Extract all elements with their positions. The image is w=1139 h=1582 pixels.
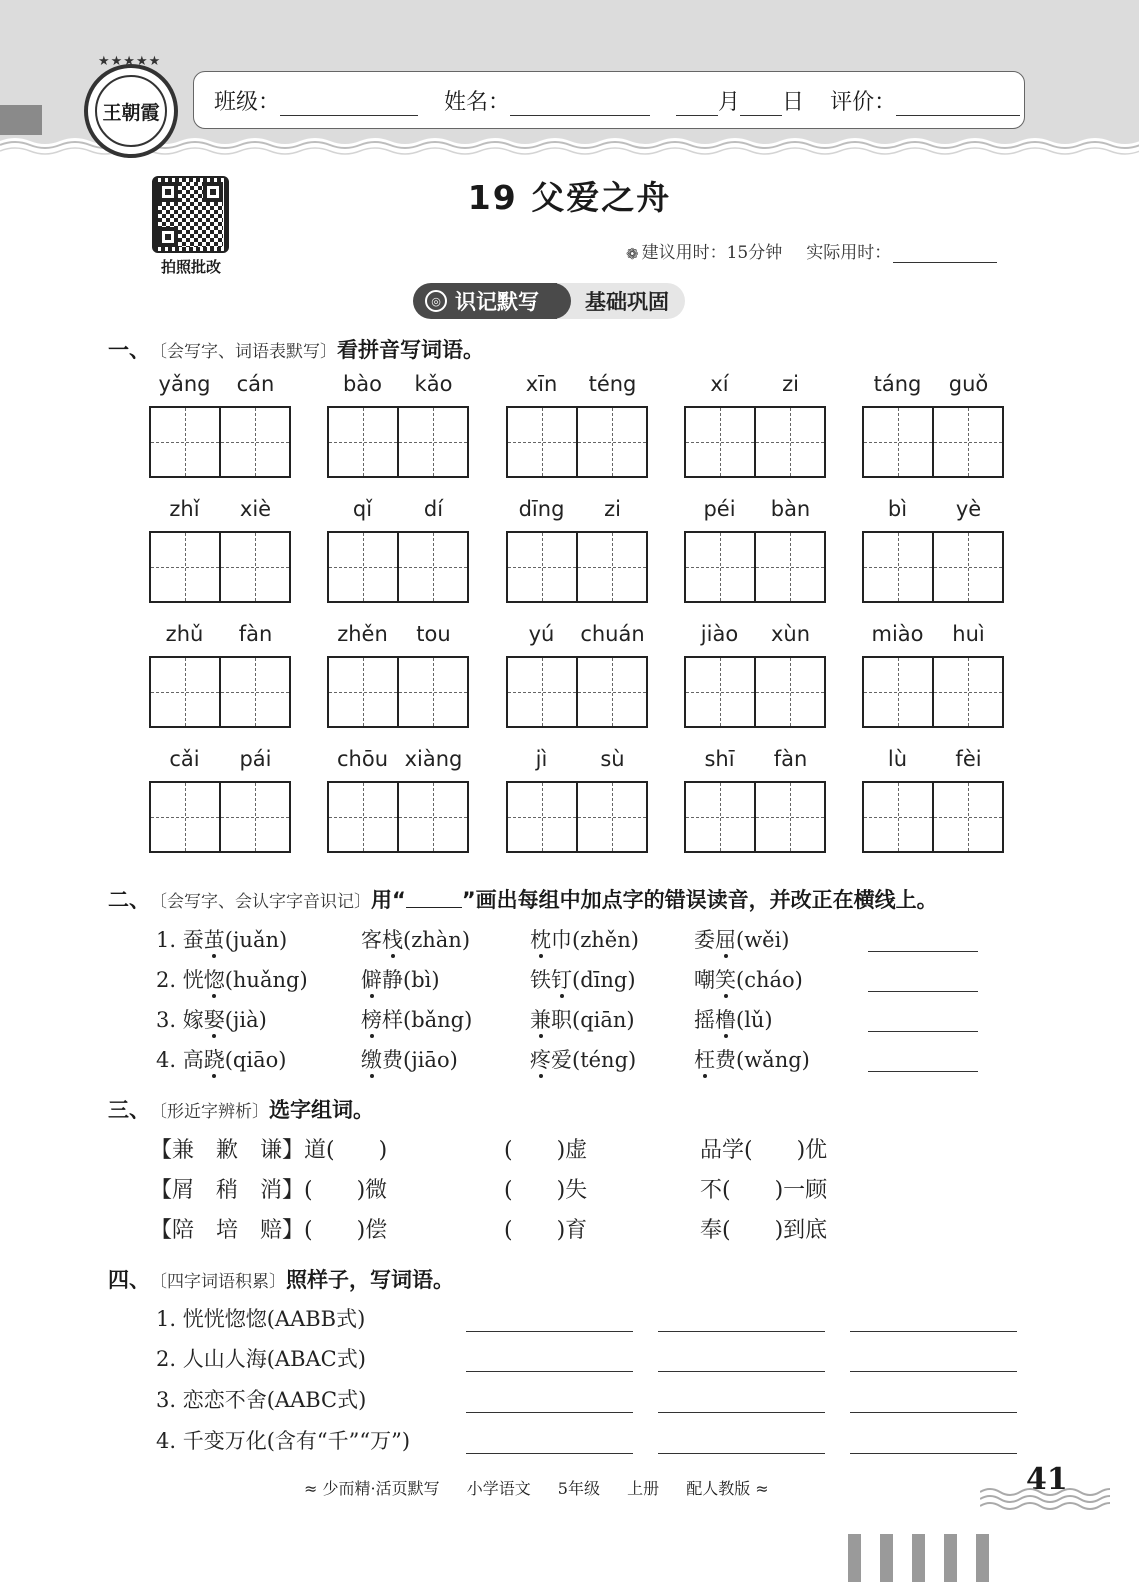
q4-example: 1. 恍恍惚惚(AABB式) bbox=[156, 1307, 366, 1331]
writing-box[interactable] bbox=[686, 533, 754, 601]
pinyin-item bbox=[862, 747, 1004, 853]
writing-box[interactable] bbox=[686, 658, 754, 726]
q4-answer-blank[interactable] bbox=[466, 1331, 633, 1332]
q2-word: 枕巾(zhěn) bbox=[530, 928, 639, 952]
writing-box[interactable] bbox=[686, 783, 754, 851]
pinyin-syllable: fèi bbox=[955, 747, 982, 771]
writing-box[interactable] bbox=[397, 658, 467, 726]
left-edge-tab bbox=[0, 105, 42, 135]
pinyin-syllable: fàn bbox=[238, 622, 273, 646]
pinyin-syllable: zhěn bbox=[337, 622, 388, 646]
pinyin-item bbox=[149, 622, 291, 728]
q4-number: 四、 bbox=[108, 1268, 150, 1292]
writing-boxes bbox=[327, 531, 469, 603]
day-blank[interactable] bbox=[740, 92, 782, 116]
pinyin-syllable: jiào bbox=[700, 622, 739, 646]
q4-answer-blank[interactable] bbox=[850, 1371, 1017, 1372]
writing-box[interactable] bbox=[754, 783, 824, 851]
emphasis-dot-char: 娶 bbox=[203, 1008, 225, 1032]
writing-boxes bbox=[862, 406, 1004, 478]
q2-tag: 〔会写字、会认字字音识记〕 bbox=[150, 891, 371, 912]
q4-answer-blank[interactable] bbox=[466, 1412, 633, 1413]
writing-box[interactable] bbox=[864, 783, 932, 851]
writing-boxes bbox=[327, 781, 469, 853]
name-field[interactable] bbox=[444, 85, 650, 116]
q4-answer-blank[interactable] bbox=[658, 1412, 825, 1413]
class-label: 班级： bbox=[214, 89, 281, 115]
q2-word: 枉费(wǎng) bbox=[694, 1048, 810, 1072]
emphasis-dot-char: 钉 bbox=[551, 968, 572, 992]
pinyin-syllable: chōu bbox=[336, 747, 388, 771]
pinyin-syllable: miào bbox=[871, 622, 924, 646]
q4-answer-blank[interactable] bbox=[850, 1453, 1017, 1454]
emphasis-dot-char: 僻 bbox=[361, 968, 382, 992]
q1-instruction: 看拼音写词语。 bbox=[337, 338, 484, 362]
pinyin-syllable: dīng bbox=[518, 497, 565, 521]
pinyin-syllable: xīn bbox=[525, 372, 558, 396]
writing-box[interactable] bbox=[576, 533, 646, 601]
q2-word: 2. 恍惚(huǎng) bbox=[156, 968, 308, 992]
pinyin-syllable: pái bbox=[239, 747, 272, 771]
footer-series: ≈ 少而精·活页默写 bbox=[304, 1479, 440, 1498]
pinyin-label bbox=[862, 622, 1004, 656]
q2-word: 4. 高跷(qiāo) bbox=[156, 1048, 287, 1072]
day-label: 日 bbox=[782, 89, 805, 115]
writing-boxes bbox=[684, 406, 826, 478]
pinyin-syllable: zi bbox=[782, 372, 799, 396]
emphasis-dot-char: 枉 bbox=[694, 1048, 715, 1072]
pinyin-syllable: bì bbox=[887, 497, 908, 521]
q4-heading bbox=[108, 1264, 454, 1294]
q2-word: 委屈(wěi) bbox=[694, 928, 790, 952]
writing-boxes bbox=[506, 656, 648, 728]
q4-instruction: 照样子，写词语。 bbox=[286, 1268, 454, 1292]
pinyin-label bbox=[506, 622, 648, 656]
pinyin-syllable: zi bbox=[604, 497, 621, 521]
writing-box[interactable] bbox=[864, 408, 932, 476]
q3-item[interactable]: 不( )一顾 bbox=[700, 1178, 828, 1203]
actual-time-blank[interactable] bbox=[893, 243, 997, 263]
writing-boxes bbox=[149, 781, 291, 853]
q2-answer-blank[interactable] bbox=[868, 991, 978, 992]
q2-underline-sample bbox=[406, 890, 462, 908]
pinyin-syllable: xiàng bbox=[404, 747, 463, 771]
gear-icon: ❁ bbox=[626, 245, 639, 263]
pinyin-item bbox=[327, 622, 469, 728]
writing-box[interactable] bbox=[329, 533, 397, 601]
q4-answer-blank[interactable] bbox=[466, 1371, 633, 1372]
pinyin-label bbox=[506, 747, 648, 781]
writing-box[interactable] bbox=[219, 533, 289, 601]
pinyin-syllable: sù bbox=[600, 747, 625, 771]
pinyin-label bbox=[327, 497, 469, 531]
writing-box[interactable] bbox=[219, 408, 289, 476]
pinyin-item bbox=[862, 622, 1004, 728]
writing-boxes bbox=[327, 406, 469, 478]
pinyin-syllable: péi bbox=[703, 497, 736, 521]
class-field[interactable] bbox=[214, 85, 418, 116]
emphasis-dot-char: 缴 bbox=[361, 1048, 382, 1072]
pinyin-label bbox=[149, 622, 291, 656]
pinyin-label bbox=[684, 747, 826, 781]
q4-row bbox=[156, 1425, 410, 1455]
writing-box[interactable] bbox=[151, 658, 219, 726]
pinyin-label bbox=[862, 497, 1004, 531]
section-tag-primary bbox=[413, 283, 557, 319]
writing-box[interactable] bbox=[576, 783, 646, 851]
pinyin-item bbox=[684, 747, 826, 853]
q3-item[interactable]: 品学( )优 bbox=[700, 1138, 828, 1163]
emphasis-dot-char: 惚 bbox=[203, 968, 225, 992]
writing-box[interactable] bbox=[508, 533, 576, 601]
writing-boxes bbox=[862, 531, 1004, 603]
pinyin-syllable: zhǐ bbox=[169, 497, 200, 521]
logo-text: 王朝霞 bbox=[95, 75, 167, 147]
emphasis-dot-char: 兼 bbox=[530, 1008, 551, 1032]
q4-answer-blank[interactable] bbox=[850, 1331, 1017, 1332]
emphasis-dot-char: 橹 bbox=[715, 1008, 736, 1032]
writing-box[interactable] bbox=[151, 408, 219, 476]
pinyin-syllable: tou bbox=[416, 622, 451, 646]
pinyin-label bbox=[149, 747, 291, 781]
q2-word: 3. 嫁娶(jià) bbox=[156, 1008, 267, 1032]
pinyin-syllable: lù bbox=[887, 747, 908, 771]
pinyin-syllable: táng bbox=[873, 372, 922, 396]
writing-box[interactable] bbox=[329, 783, 397, 851]
emphasis-dot-char: 疼 bbox=[530, 1048, 551, 1072]
pinyin-item bbox=[149, 747, 291, 853]
pinyin-item bbox=[506, 372, 648, 478]
emphasis-dot-char: 栈 bbox=[382, 928, 403, 952]
q4-answer-blank[interactable] bbox=[850, 1412, 1017, 1413]
pinyin-syllable: huì bbox=[952, 622, 985, 646]
footer-bars bbox=[848, 1534, 989, 1582]
q1-number: 一、 bbox=[108, 338, 150, 362]
q2-answer-blank[interactable] bbox=[868, 1071, 978, 1072]
pinyin-syllable: guǒ bbox=[948, 372, 989, 396]
writing-box[interactable] bbox=[754, 533, 824, 601]
section-tag-secondary: 基础巩固 bbox=[557, 283, 685, 319]
writing-boxes bbox=[506, 406, 648, 478]
writing-box[interactable] bbox=[686, 408, 754, 476]
footer-subject: 小学语文 bbox=[466, 1479, 531, 1498]
writing-boxes bbox=[506, 781, 648, 853]
q2-word: 客栈(zhàn) bbox=[361, 928, 471, 952]
writing-box[interactable] bbox=[397, 408, 467, 476]
pinyin-syllable: xùn bbox=[770, 622, 811, 646]
footer-grade: 5年级 bbox=[557, 1479, 600, 1498]
month-blank[interactable] bbox=[676, 92, 718, 116]
pinyin-syllable: kǎo bbox=[414, 372, 453, 396]
q3-item[interactable]: ( )虚 bbox=[504, 1138, 588, 1163]
pinyin-label bbox=[327, 622, 469, 656]
pinyin-item bbox=[506, 622, 648, 728]
pinyin-item bbox=[327, 497, 469, 603]
pinyin-label bbox=[327, 747, 469, 781]
q4-answer-blank[interactable] bbox=[658, 1331, 825, 1332]
pinyin-syllable: cǎi bbox=[169, 747, 200, 771]
pinyin-syllable: yè bbox=[955, 497, 982, 521]
q3-tag: 〔形近字辨析〕 bbox=[150, 1101, 269, 1122]
q3-item[interactable]: 【兼 歉 谦】道( ) bbox=[150, 1138, 388, 1163]
pinyin-item bbox=[684, 497, 826, 603]
section-tag bbox=[413, 283, 685, 319]
q4-example: 4. 千变万化(含有“千”“万”) bbox=[156, 1429, 411, 1453]
pinyin-syllable: bàn bbox=[770, 497, 811, 521]
q3-item[interactable]: 【陪 培 赔】( )偿 bbox=[150, 1218, 388, 1243]
medal-icon: ◎ bbox=[425, 290, 447, 312]
emphasis-dot-char: 茧 bbox=[203, 928, 225, 952]
q2-word: 疼爱(téng) bbox=[530, 1048, 637, 1072]
writing-box[interactable] bbox=[508, 783, 576, 851]
q2-instruction-pre: 用“ bbox=[371, 888, 406, 912]
q4-example: 2. 人山人海(ABAC式) bbox=[156, 1347, 366, 1371]
q4-row bbox=[156, 1384, 366, 1414]
q4-answer-blank[interactable] bbox=[658, 1371, 825, 1372]
pinyin-syllable: qǐ bbox=[352, 497, 373, 521]
pinyin-label bbox=[684, 622, 826, 656]
evaluation-label: 评价： bbox=[830, 89, 897, 115]
writing-boxes bbox=[684, 781, 826, 853]
pinyin-syllable: bào bbox=[342, 372, 383, 396]
q2-word: 1. 蚕茧(juǎn) bbox=[156, 928, 288, 952]
qr-label: 拍照批改 bbox=[160, 258, 221, 276]
pinyin-syllable: jì bbox=[535, 747, 548, 771]
section-tag-primary-label: 识记默写 bbox=[455, 290, 539, 314]
footer bbox=[304, 1476, 791, 1499]
pinyin-item bbox=[862, 497, 1004, 603]
lesson-title: 19 父爱之舟 bbox=[467, 178, 672, 217]
pinyin-syllable: dí bbox=[423, 497, 444, 521]
q2-word: 榜样(bǎng) bbox=[361, 1008, 473, 1032]
pinyin-syllable: yú bbox=[528, 622, 555, 646]
writing-boxes bbox=[862, 656, 1004, 728]
evaluation-blank[interactable] bbox=[896, 92, 1020, 116]
pinyin-item bbox=[506, 497, 648, 603]
pinyin-label bbox=[149, 497, 291, 531]
q3-heading bbox=[108, 1094, 374, 1124]
q2-word: 缴费(jiāo) bbox=[361, 1048, 458, 1072]
writing-box[interactable] bbox=[932, 408, 1002, 476]
q2-instruction-post: ”画出每组中加点字的错误读音，并改正在横线上。 bbox=[461, 888, 938, 912]
writing-box[interactable] bbox=[397, 533, 467, 601]
month-label: 月 bbox=[718, 89, 741, 115]
writing-boxes bbox=[684, 531, 826, 603]
pinyin-syllable: xí bbox=[710, 372, 729, 396]
writing-box[interactable] bbox=[864, 533, 932, 601]
evaluation-field[interactable] bbox=[830, 85, 1020, 116]
q2-number: 二、 bbox=[108, 888, 150, 912]
writing-boxes bbox=[506, 531, 648, 603]
writing-box[interactable] bbox=[576, 658, 646, 726]
writing-boxes bbox=[862, 781, 1004, 853]
footer-wave-decoration bbox=[980, 1486, 1110, 1512]
q2-word: 僻静(bì) bbox=[361, 968, 440, 992]
pinyin-label bbox=[684, 497, 826, 531]
q2-heading bbox=[108, 884, 938, 914]
pinyin-label bbox=[862, 747, 1004, 781]
writing-boxes bbox=[327, 656, 469, 728]
class-blank[interactable] bbox=[280, 92, 418, 116]
writing-box[interactable] bbox=[754, 658, 824, 726]
emphasis-dot-char: 屈 bbox=[715, 928, 736, 952]
date-field[interactable] bbox=[676, 85, 804, 116]
pinyin-syllable: shī bbox=[704, 747, 735, 771]
brand-logo bbox=[84, 54, 178, 158]
q4-tag: 〔四字词语积累〕 bbox=[150, 1271, 286, 1292]
q3-item[interactable]: 奉( )到底 bbox=[700, 1218, 828, 1243]
pinyin-label bbox=[327, 372, 469, 406]
pinyin-syllable: cán bbox=[236, 372, 275, 396]
pinyin-item bbox=[684, 622, 826, 728]
pinyin-label bbox=[506, 372, 648, 406]
header-wave-decoration bbox=[0, 135, 1139, 165]
writing-box[interactable] bbox=[151, 533, 219, 601]
q3-instruction: 选字组词。 bbox=[269, 1098, 374, 1122]
writing-box[interactable] bbox=[754, 408, 824, 476]
q2-word: 铁钉(dīng) bbox=[530, 968, 636, 992]
pinyin-item bbox=[327, 747, 469, 853]
writing-box[interactable] bbox=[219, 783, 289, 851]
q3-item[interactable]: 【屑 稍 消】( )微 bbox=[150, 1178, 388, 1203]
pinyin-item bbox=[506, 747, 648, 853]
actual-time-label: 实际用时： bbox=[806, 243, 892, 263]
pinyin-syllable: chuán bbox=[580, 622, 645, 646]
suggested-time: 建议用时：15分钟 bbox=[641, 243, 783, 263]
writing-boxes bbox=[684, 656, 826, 728]
pinyin-label bbox=[506, 497, 648, 531]
name-blank[interactable] bbox=[510, 92, 650, 116]
writing-boxes bbox=[149, 406, 291, 478]
student-info-box bbox=[193, 71, 1025, 129]
writing-box[interactable] bbox=[508, 408, 576, 476]
name-label: 姓名： bbox=[444, 89, 511, 115]
emphasis-dot-char: 枕 bbox=[530, 928, 551, 952]
q4-row bbox=[156, 1303, 365, 1333]
emphasis-dot-char: 跷 bbox=[203, 1048, 225, 1072]
pinyin-label bbox=[684, 372, 826, 406]
writing-boxes bbox=[149, 531, 291, 603]
emphasis-dot-char: 榜 bbox=[361, 1008, 382, 1032]
writing-box[interactable] bbox=[329, 408, 397, 476]
q2-word: 摇橹(lǔ) bbox=[694, 1008, 773, 1032]
timing-info bbox=[626, 238, 997, 263]
q1-heading bbox=[108, 334, 484, 364]
writing-box[interactable] bbox=[219, 658, 289, 726]
pinyin-syllable: yǎng bbox=[158, 372, 211, 396]
writing-box[interactable] bbox=[932, 783, 1002, 851]
writing-box[interactable] bbox=[932, 533, 1002, 601]
q4-row bbox=[156, 1343, 366, 1373]
pinyin-syllable: xiè bbox=[239, 497, 272, 521]
footer-edition: 配人教版 ≈ bbox=[686, 1479, 769, 1498]
pinyin-item bbox=[327, 372, 469, 478]
writing-box[interactable] bbox=[864, 658, 932, 726]
q1-tag: 〔会写字、词语表默写〕 bbox=[150, 341, 337, 362]
emphasis-dot-char: 笑 bbox=[715, 968, 736, 992]
q4-answer-blank[interactable] bbox=[466, 1453, 633, 1454]
writing-box[interactable] bbox=[932, 658, 1002, 726]
q2-answer-blank[interactable] bbox=[868, 1031, 978, 1032]
writing-box[interactable] bbox=[151, 783, 219, 851]
page-number: 41 bbox=[1026, 1462, 1068, 1497]
q3-item[interactable]: ( )育 bbox=[504, 1218, 588, 1243]
pinyin-item bbox=[862, 372, 1004, 478]
writing-box[interactable] bbox=[329, 658, 397, 726]
q2-word: 兼职(qiān) bbox=[530, 1008, 635, 1032]
writing-boxes bbox=[149, 656, 291, 728]
logo-stars-icon: ★★★★★ bbox=[98, 54, 162, 69]
q2-word: 嘲笑(cháo) bbox=[694, 968, 803, 992]
pinyin-label bbox=[149, 372, 291, 406]
q4-example: 3. 恋恋不舍(AABC式) bbox=[156, 1388, 367, 1412]
writing-box[interactable] bbox=[397, 783, 467, 851]
pinyin-item bbox=[684, 372, 826, 478]
writing-box[interactable] bbox=[576, 408, 646, 476]
pinyin-syllable: zhǔ bbox=[165, 622, 204, 646]
pinyin-syllable: téng bbox=[588, 372, 637, 396]
q3-item[interactable]: ( )失 bbox=[504, 1178, 588, 1203]
q2-answer-blank[interactable] bbox=[868, 951, 978, 952]
writing-box[interactable] bbox=[508, 658, 576, 726]
pinyin-label bbox=[862, 372, 1004, 406]
q3-number: 三、 bbox=[108, 1098, 150, 1122]
pinyin-item bbox=[149, 372, 291, 478]
q4-answer-blank[interactable] bbox=[658, 1453, 825, 1454]
pinyin-item bbox=[149, 497, 291, 603]
pinyin-syllable: fàn bbox=[773, 747, 808, 771]
footer-volume: 上册 bbox=[627, 1479, 660, 1498]
